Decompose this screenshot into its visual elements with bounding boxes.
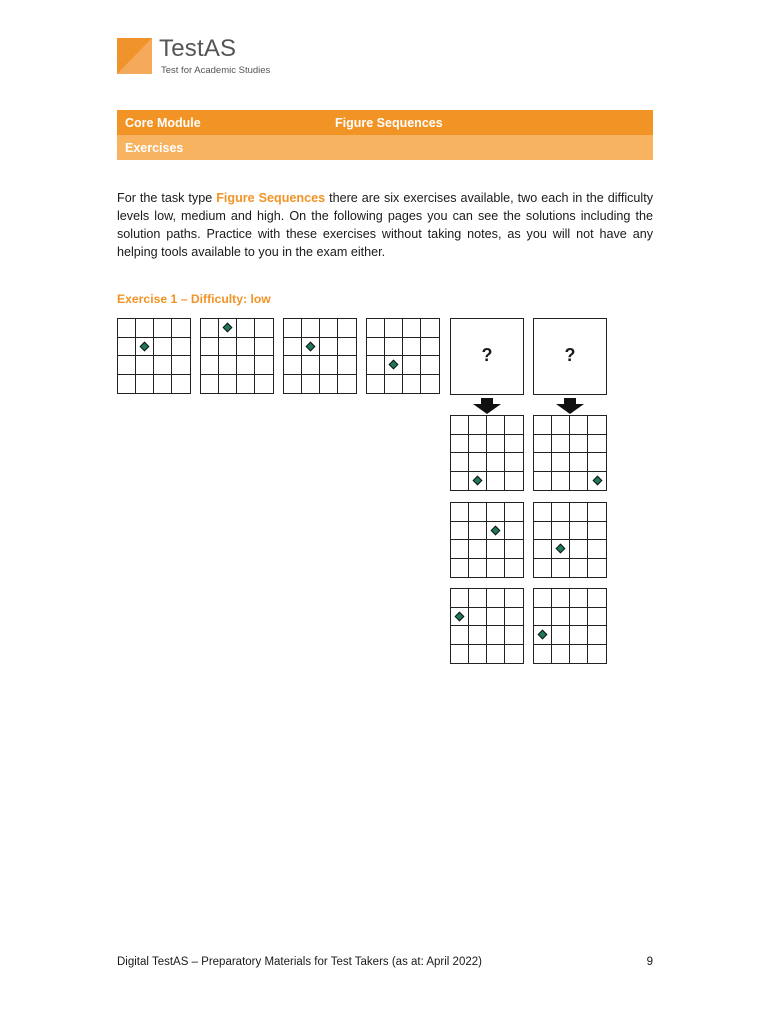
- logo-name: TestAS: [159, 35, 237, 62]
- exercise-title: Exercise 1 – Difficulty: low: [117, 292, 271, 306]
- diamond-marker-icon: [306, 341, 316, 351]
- section-label: Exercises: [125, 140, 184, 155]
- grid-cell: [320, 338, 338, 357]
- grid-cell: [534, 472, 552, 491]
- grid-cell: [320, 319, 338, 338]
- grid-cell: [403, 356, 421, 375]
- grid-cell: [403, 375, 421, 394]
- grid-cell: [385, 375, 403, 394]
- module-label: Core Module: [125, 115, 201, 130]
- grid-cell: [320, 356, 338, 375]
- grid-cell: [255, 375, 273, 394]
- grid-cell: [469, 540, 487, 559]
- grid-cell: [487, 522, 505, 541]
- grid-cell: [570, 453, 588, 472]
- grid-cell: [451, 559, 469, 578]
- grid-cell: [421, 356, 439, 375]
- answer-option-d[interactable]: [533, 502, 607, 578]
- grid-cell: [487, 626, 505, 645]
- grid-cell: [570, 645, 588, 664]
- grid-cell: [421, 319, 439, 338]
- grid-cell: [172, 356, 190, 375]
- grid-cell: [469, 626, 487, 645]
- grid-cell: [552, 435, 570, 454]
- grid-cell: [451, 522, 469, 541]
- answer-option-c[interactable]: [450, 502, 524, 578]
- grid-cell: [136, 319, 154, 338]
- grid-cell: [588, 453, 606, 472]
- grid-cell: [552, 626, 570, 645]
- grid-cell: [552, 453, 570, 472]
- grid-cell: [385, 319, 403, 338]
- intro-before: For the task type: [117, 191, 217, 205]
- grid-cell: [367, 319, 385, 338]
- grid-cell: [136, 356, 154, 375]
- grid-cell: [552, 522, 570, 541]
- grid-cell: [338, 356, 356, 375]
- intro-highlight: Figure Sequences: [216, 191, 326, 205]
- answer-option-f[interactable]: [533, 588, 607, 664]
- testas-logo: [117, 35, 317, 78]
- diamond-marker-icon: [473, 476, 483, 486]
- grid-cell: [505, 626, 523, 645]
- grid-cell: [570, 540, 588, 559]
- header-row-module: [117, 110, 653, 135]
- grid-cell: [451, 472, 469, 491]
- grid-cell: [570, 522, 588, 541]
- grid-cell: [302, 319, 320, 338]
- grid-cell: [487, 540, 505, 559]
- grid-cell: [505, 503, 523, 522]
- grid-cell: [534, 435, 552, 454]
- grid-cell: [154, 338, 172, 357]
- grid-cell: [487, 435, 505, 454]
- answer-option-a[interactable]: [450, 415, 524, 491]
- grid-cell: [201, 338, 219, 357]
- grid-cell: [118, 375, 136, 394]
- grid-cell: [552, 472, 570, 491]
- diamond-marker-icon: [538, 630, 548, 640]
- logo-mark-icon: [117, 38, 152, 74]
- grid-cell: [421, 375, 439, 394]
- grid-cell: [469, 453, 487, 472]
- grid-cell: [172, 319, 190, 338]
- arrow-down-icon: [473, 398, 501, 414]
- diamond-marker-icon: [491, 525, 501, 535]
- grid-cell: [451, 540, 469, 559]
- grid-cell: [338, 319, 356, 338]
- arrow-down-icon: [556, 398, 584, 414]
- grid-cell: [451, 626, 469, 645]
- grid-cell: [367, 338, 385, 357]
- intro-after: there are six exercises available, two each in the difficulty levels low, medium and high. On the following pages you can see the solutions including the solution paths. Practice with these exercises without taking notes, as you will not have any helping tools available to you in the exam either.: [117, 191, 654, 259]
- grid-cell: [284, 338, 302, 357]
- grid-cell: [338, 375, 356, 394]
- grid-cell: [219, 375, 237, 394]
- grid-cell: [237, 338, 255, 357]
- grid-cell: [172, 338, 190, 357]
- grid-cell: [367, 375, 385, 394]
- grid-cell: [201, 375, 219, 394]
- grid-cell: [588, 472, 606, 491]
- grid-cell: [552, 589, 570, 608]
- grid-cell: [118, 319, 136, 338]
- grid-cell: [421, 338, 439, 357]
- grid-cell: [302, 356, 320, 375]
- sequence-figure-1: [117, 318, 191, 394]
- grid-cell: [201, 356, 219, 375]
- grid-cell: [201, 319, 219, 338]
- diamond-marker-icon: [223, 323, 233, 333]
- grid-cell: [534, 559, 552, 578]
- grid-cell: [338, 338, 356, 357]
- grid-cell: [588, 645, 606, 664]
- intro-paragraph: [117, 189, 653, 261]
- grid-cell: [570, 589, 588, 608]
- grid-cell: [284, 356, 302, 375]
- grid-cell: [505, 435, 523, 454]
- header-row-section: [117, 135, 653, 160]
- grid-cell: [219, 338, 237, 357]
- grid-cell: [505, 540, 523, 559]
- grid-cell: [172, 375, 190, 394]
- grid-cell: [320, 375, 338, 394]
- grid-cell: [588, 416, 606, 435]
- grid-cell: [552, 540, 570, 559]
- header-table: [117, 110, 653, 160]
- grid-cell: [451, 453, 469, 472]
- grid-cell: [588, 540, 606, 559]
- grid-cell: [487, 472, 505, 491]
- diamond-marker-icon: [556, 544, 566, 554]
- grid-cell: [154, 375, 172, 394]
- page-footer: [117, 956, 653, 968]
- grid-cell: [219, 319, 237, 338]
- grid-cell: [534, 626, 552, 645]
- sequence-figure-2: [200, 318, 274, 394]
- grid-cell: [451, 608, 469, 627]
- grid-cell: [534, 522, 552, 541]
- grid-cell: [451, 416, 469, 435]
- grid-cell: [570, 472, 588, 491]
- grid-cell: [505, 589, 523, 608]
- grid-cell: [534, 453, 552, 472]
- question-box-2: [533, 318, 607, 395]
- diamond-marker-icon: [389, 360, 399, 370]
- grid-cell: [237, 319, 255, 338]
- grid-cell: [534, 416, 552, 435]
- grid-cell: [487, 559, 505, 578]
- grid-cell: [487, 589, 505, 608]
- diamond-marker-icon: [592, 476, 602, 486]
- grid-cell: [588, 608, 606, 627]
- grid-cell: [588, 435, 606, 454]
- grid-cell: [588, 522, 606, 541]
- sequence-figure-4: [366, 318, 440, 394]
- grid-cell: [534, 503, 552, 522]
- grid-cell: [534, 589, 552, 608]
- grid-cell: [469, 608, 487, 627]
- grid-cell: [487, 503, 505, 522]
- grid-cell: [118, 356, 136, 375]
- grid-cell: [451, 589, 469, 608]
- grid-cell: [487, 608, 505, 627]
- grid-cell: [534, 645, 552, 664]
- question-box-1: [450, 318, 524, 395]
- diamond-marker-icon: [455, 611, 465, 621]
- grid-cell: [469, 435, 487, 454]
- grid-cell: [284, 375, 302, 394]
- grid-cell: [487, 453, 505, 472]
- grid-cell: [552, 608, 570, 627]
- sequence-figure-3: [283, 318, 357, 394]
- grid-cell: [534, 608, 552, 627]
- grid-cell: [570, 626, 588, 645]
- grid-cell: [505, 416, 523, 435]
- grid-cell: [505, 645, 523, 664]
- grid-cell: [588, 626, 606, 645]
- grid-cell: [451, 435, 469, 454]
- grid-cell: [451, 645, 469, 664]
- grid-cell: [469, 559, 487, 578]
- grid-cell: [469, 472, 487, 491]
- grid-cell: [588, 559, 606, 578]
- grid-cell: [469, 645, 487, 664]
- grid-cell: [469, 503, 487, 522]
- question-mark: ?: [564, 345, 576, 365]
- grid-cell: [219, 356, 237, 375]
- grid-cell: [385, 338, 403, 357]
- grid-cell: [154, 356, 172, 375]
- grid-cell: [237, 356, 255, 375]
- grid-cell: [505, 453, 523, 472]
- question-mark: ?: [481, 345, 493, 365]
- grid-cell: [136, 338, 154, 357]
- grid-cell: [505, 472, 523, 491]
- answer-option-e[interactable]: [450, 588, 524, 664]
- grid-cell: [385, 356, 403, 375]
- grid-cell: [451, 503, 469, 522]
- grid-cell: [552, 559, 570, 578]
- grid-cell: [570, 608, 588, 627]
- grid-cell: [403, 338, 421, 357]
- grid-cell: [552, 416, 570, 435]
- page-number: 9: [646, 956, 653, 968]
- grid-cell: [237, 375, 255, 394]
- grid-cell: [302, 338, 320, 357]
- grid-cell: [588, 503, 606, 522]
- grid-cell: [469, 416, 487, 435]
- grid-cell: [469, 522, 487, 541]
- grid-cell: [302, 375, 320, 394]
- grid-cell: [505, 559, 523, 578]
- grid-cell: [487, 416, 505, 435]
- grid-cell: [505, 608, 523, 627]
- grid-cell: [570, 416, 588, 435]
- grid-cell: [570, 503, 588, 522]
- grid-cell: [505, 522, 523, 541]
- grid-cell: [255, 319, 273, 338]
- footer-text: Digital TestAS – Preparatory Materials for Test Takers (as at: April 2022): [117, 956, 482, 968]
- grid-cell: [118, 338, 136, 357]
- grid-cell: [154, 319, 172, 338]
- grid-cell: [255, 338, 273, 357]
- grid-cell: [534, 540, 552, 559]
- grid-cell: [284, 319, 302, 338]
- grid-cell: [588, 589, 606, 608]
- grid-cell: [487, 645, 505, 664]
- grid-cell: [552, 503, 570, 522]
- grid-cell: [570, 559, 588, 578]
- grid-cell: [136, 375, 154, 394]
- grid-cell: [469, 589, 487, 608]
- grid-cell: [255, 356, 273, 375]
- grid-cell: [570, 435, 588, 454]
- grid-cell: [403, 319, 421, 338]
- grid-cell: [367, 356, 385, 375]
- logo-subtitle: Test for Academic Studies: [161, 65, 271, 76]
- grid-cell: [552, 645, 570, 664]
- answer-option-b[interactable]: [533, 415, 607, 491]
- diamond-marker-icon: [140, 341, 150, 351]
- task-label: Figure Sequences: [335, 115, 443, 130]
